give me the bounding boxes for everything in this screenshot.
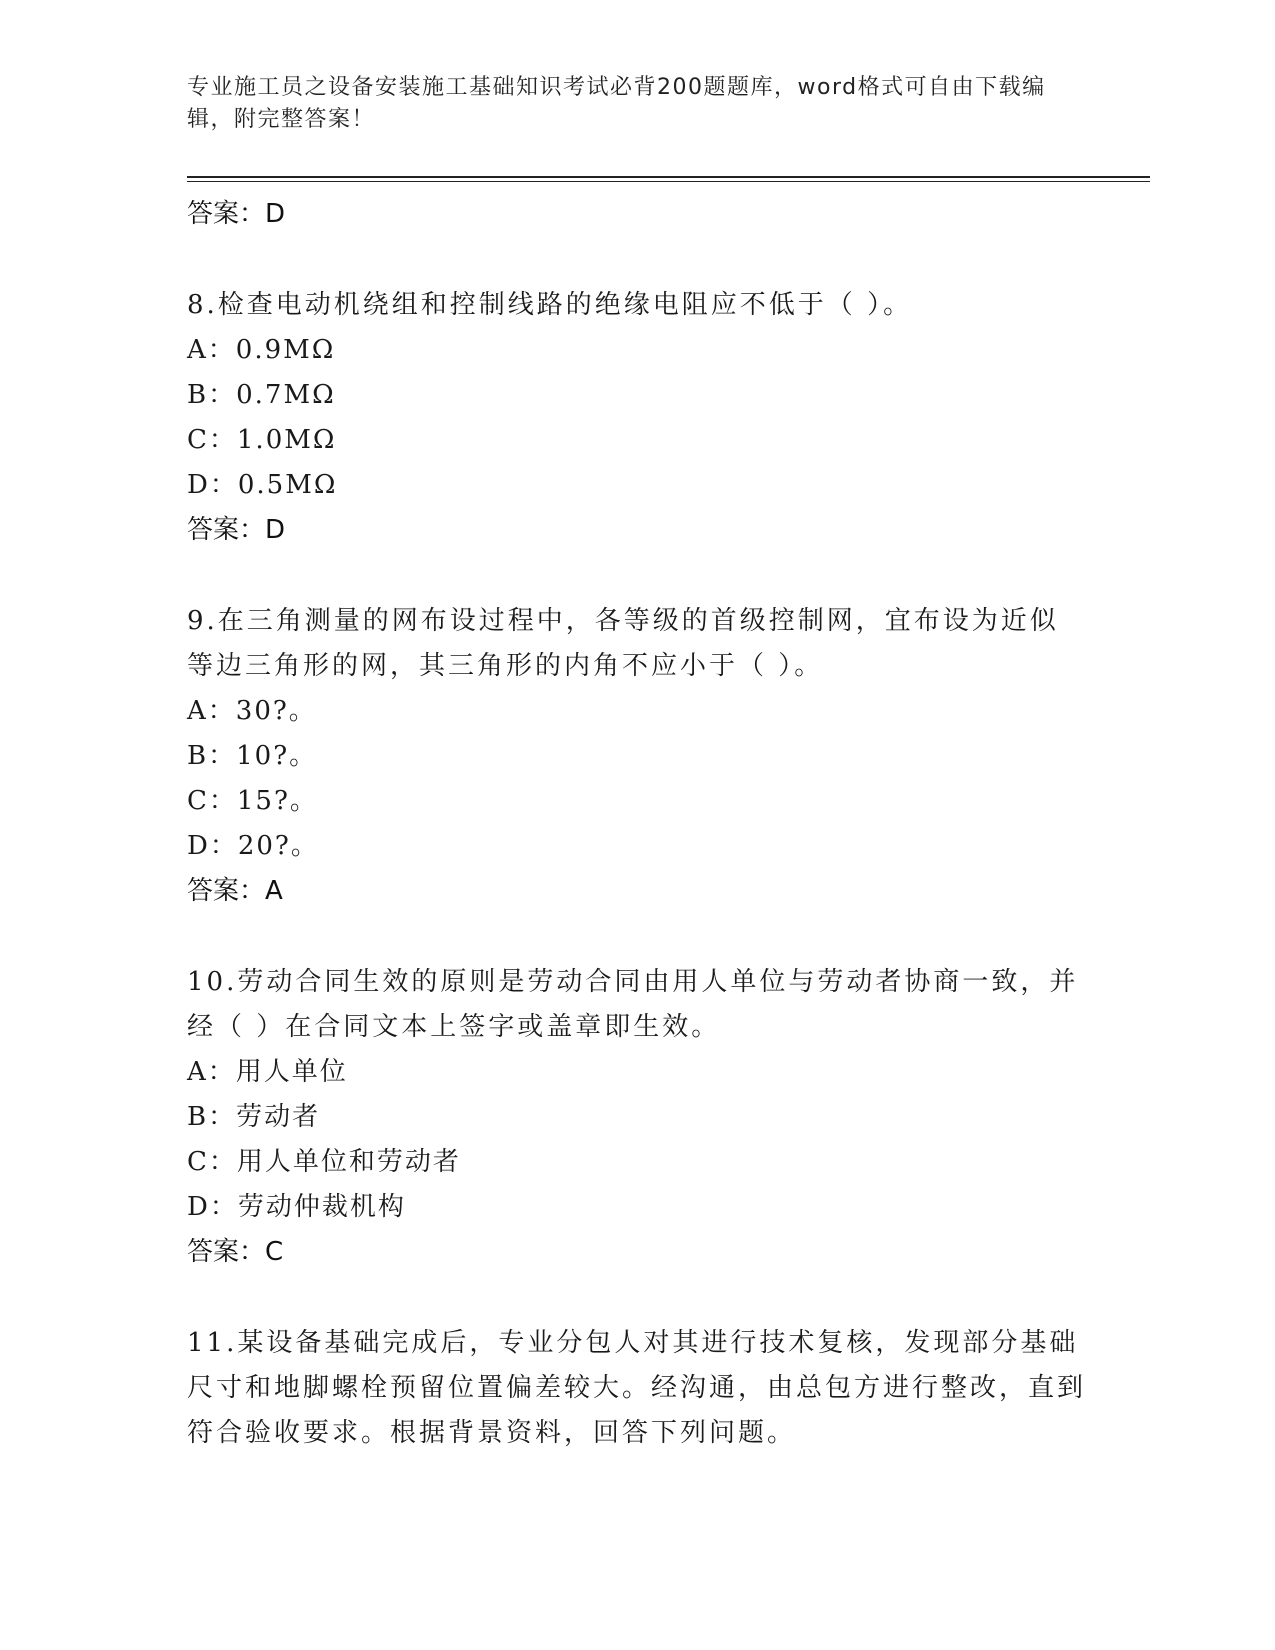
question-text: 8.检查电动机绕组和控制线路的绝缘电阻应不低于（ ）。	[187, 290, 913, 320]
option-c: C：1.0MΩ	[187, 425, 337, 455]
question-text: 11.某设备基础完成后，专业分包人对其进行技术复核，发现部分基础尺寸和地脚螺栓预留位置偏差较大。经沟通，由总包方进行整改，直到符合验收要求。根据背景资料，回答下列问题。	[187, 1328, 1087, 1448]
answer: 答案：D	[187, 515, 286, 545]
answer: 答案：A	[187, 876, 283, 906]
option-d: D：劳动仲裁机构	[187, 1192, 406, 1222]
question-text: 9.在三角测量的网布设过程中，各等级的首级控制网，宜布设为近似等边三角形的网，其三角形的内角不应小于（ ）。	[187, 606, 1059, 681]
previous-answer: 答案：D	[187, 199, 286, 229]
option-a: A：0.9MΩ	[187, 335, 336, 365]
option-c: C：15?。	[187, 786, 318, 816]
question-text: 10.劳动合同生效的原则是劳动合同由用人单位与劳动者协商一致，并经（ ）在合同文本上签字或盖章即生效。	[187, 967, 1079, 1042]
header-divider-thin	[187, 181, 1150, 182]
option-a: A：用人单位	[187, 1057, 348, 1087]
question-10	[187, 960, 1087, 1275]
option-d: D：0.5MΩ	[187, 470, 338, 500]
option-b: B：0.7MΩ	[187, 380, 336, 410]
question-8	[187, 283, 1087, 553]
document-body	[187, 192, 1087, 1456]
option-b: B：10?。	[187, 741, 318, 771]
option-d: D：20?。	[187, 831, 319, 861]
document-header: 专业施工员之设备安装施工基础知识考试必背200题题库，word格式可自由下载编辑，附完整答案！	[187, 75, 1046, 132]
option-c: C：用人单位和劳动者	[187, 1147, 461, 1177]
answer: 答案：C	[187, 1237, 284, 1267]
option-a: A：30?。	[187, 696, 317, 726]
question-9	[187, 599, 1087, 914]
question-11	[187, 1321, 1087, 1456]
option-b: B：劳动者	[187, 1102, 321, 1132]
header-divider-thick	[187, 176, 1150, 178]
